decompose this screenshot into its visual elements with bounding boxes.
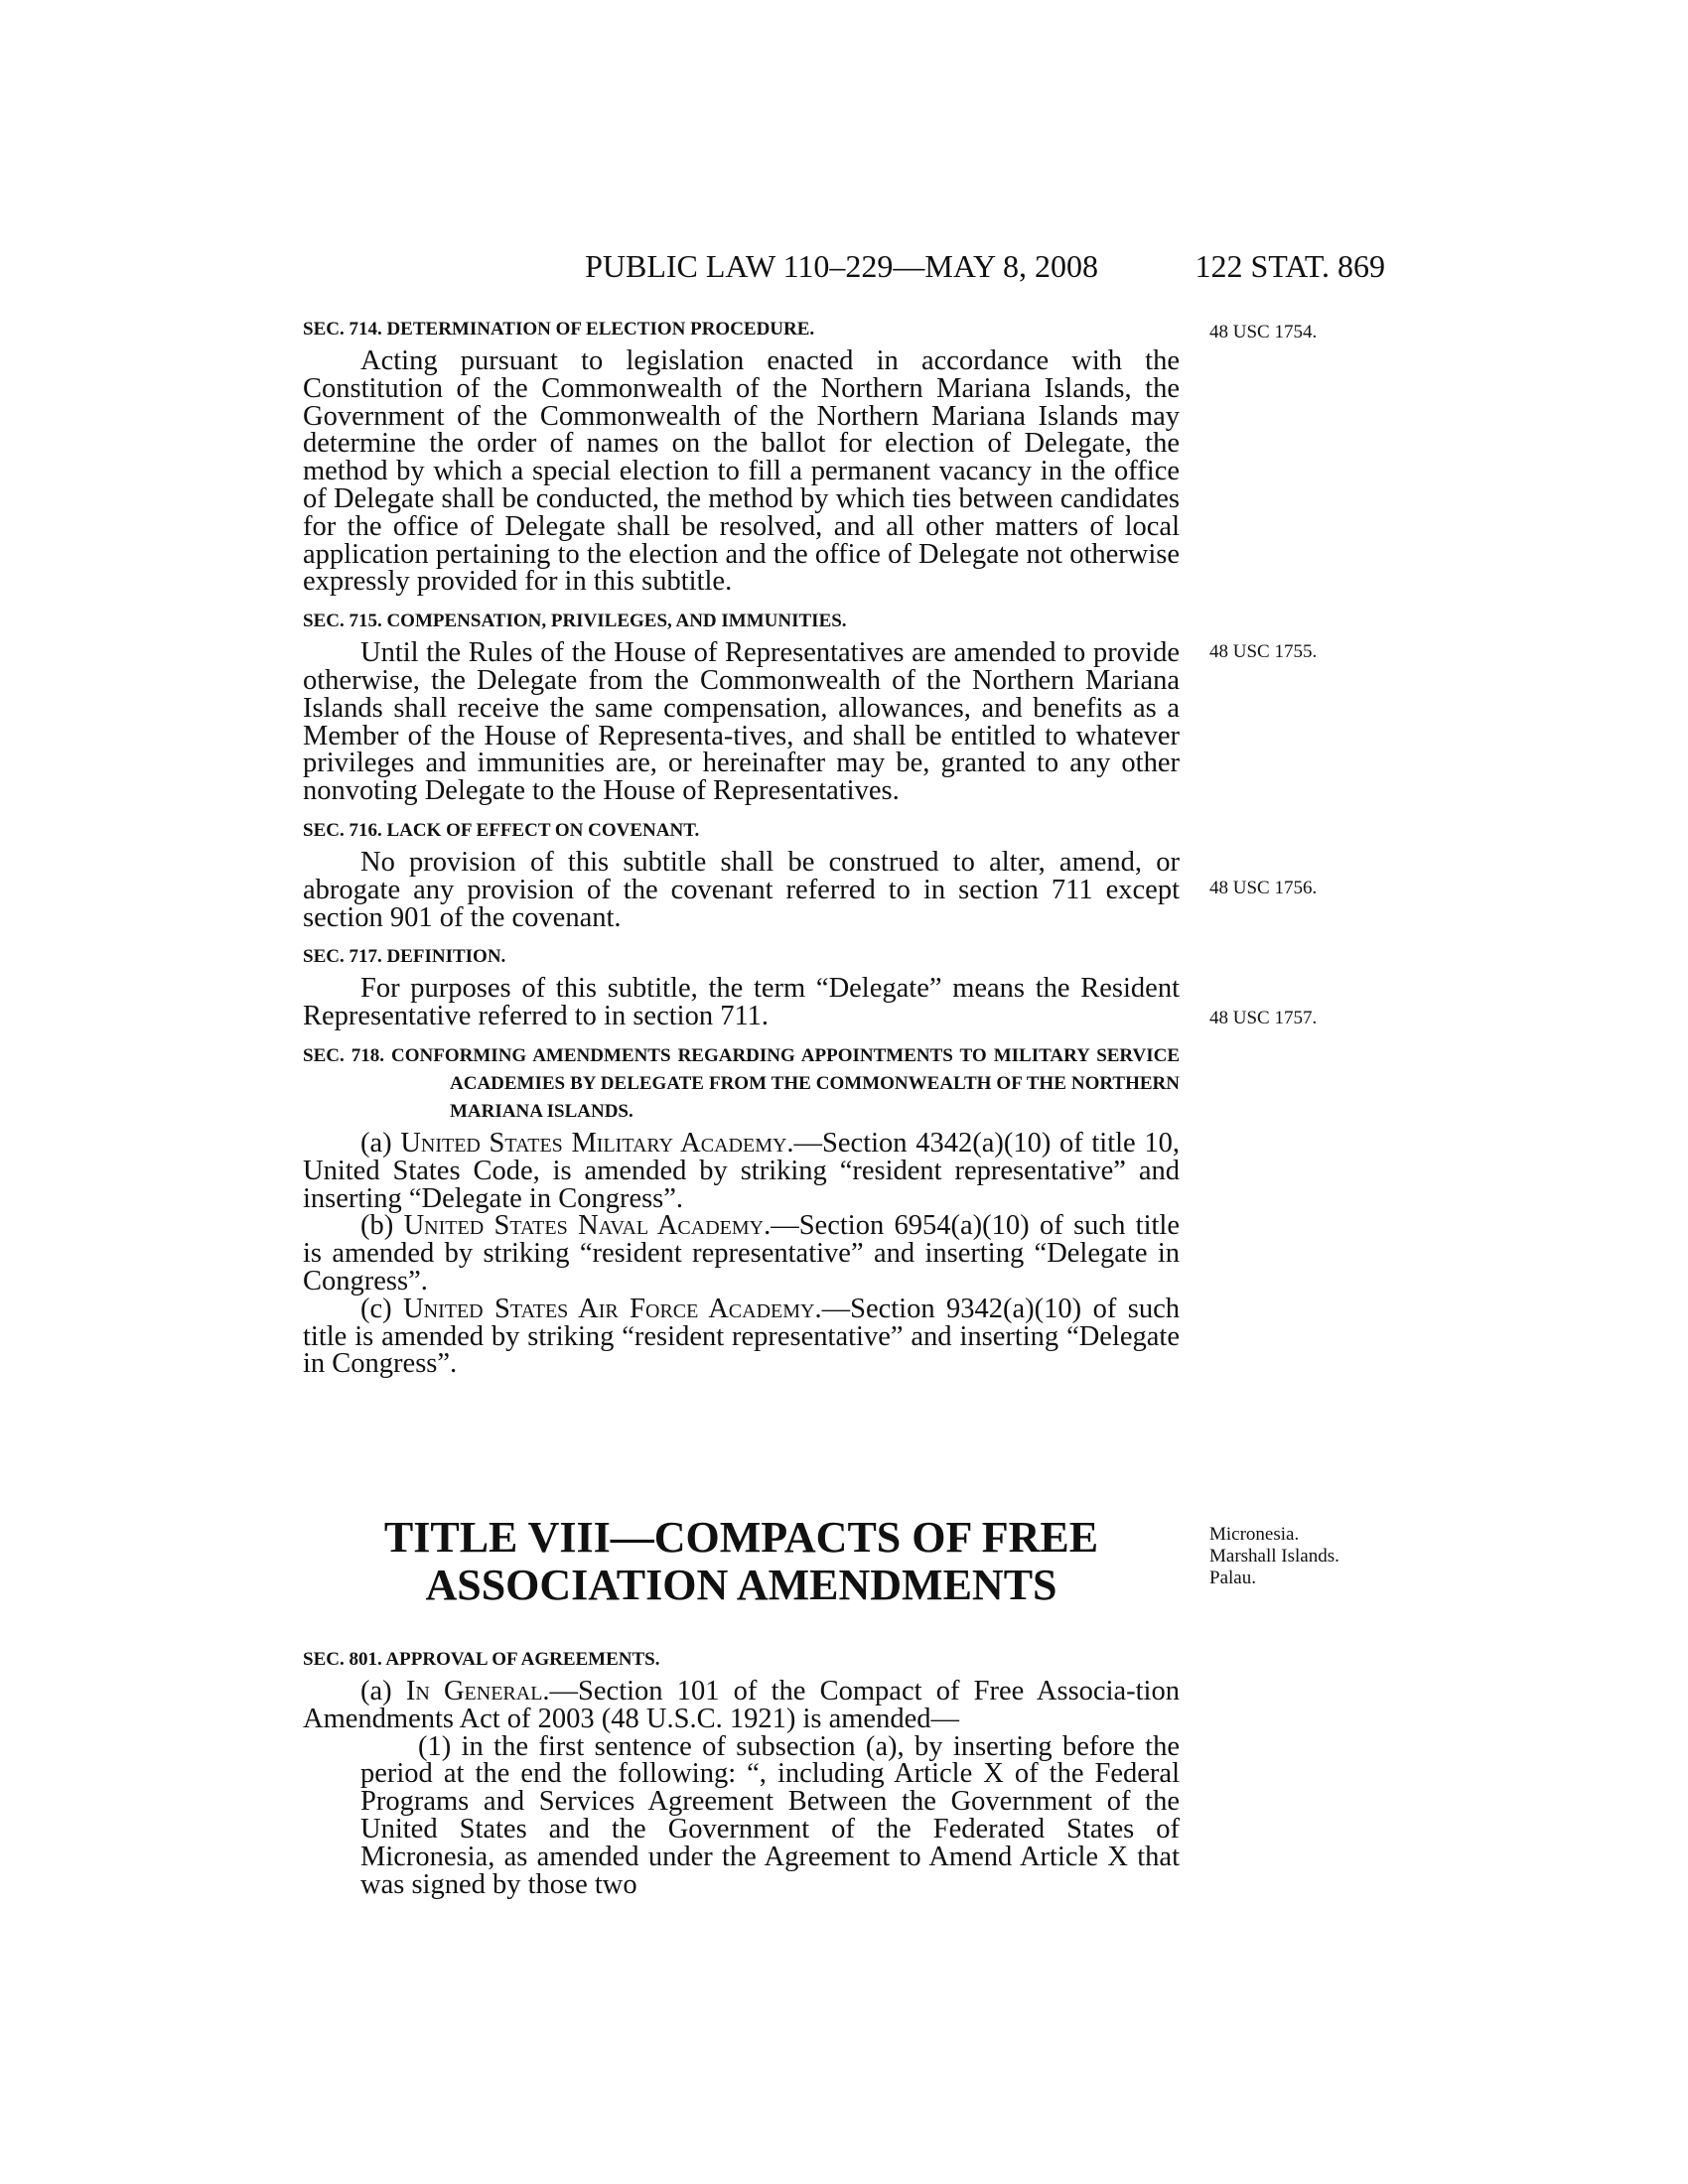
section-717-heading: SEC. 717. DEFINITION.: [303, 946, 506, 968]
section-718-paragraph-c: (c) United States Air Force Academy.—Section 9342(a)(10) of such title is amended by striking “resident representative” and inserting “Delegate in Congress”.: [303, 1293, 1180, 1380]
section-716-text: No provision of this subtitle shall be construed to alter, amend, or abrogate any provision of the covenant referred to in section 711 except section 901 of the covenant.: [303, 846, 1180, 933]
section-715-text: Until the Rules of the House of Representatives are amended to provide otherwise, the Delegate from the Commonwealth of the Northern Mariana Islands shall receive the same compensation, allowances, and benefits as a Member of the House of Representa-tives, and shall be entitled to whatever privileges and immunities are, or hereinafter may be, granted to any other nonvoting Delegate to the House of Representatives.: [303, 637, 1180, 807]
margin-note-title: [1209, 1524, 1339, 1589]
margin-note-716: 48 USC 1756.: [1209, 878, 1318, 898]
section-714-heading: SEC. 714. DETERMINATION OF ELECTION PROCEDURE.: [303, 319, 815, 340]
section-715-heading: SEC. 715. COMPENSATION, PRIVILEGES, AND IMMUNITIES.: [303, 611, 847, 632]
margin-note-palau: Palau.: [1209, 1568, 1256, 1588]
running-header: [298, 248, 1385, 288]
section-717-text: For purposes of this subtitle, the term “Delegate” means the Resident Representative referred to in section 711.: [303, 973, 1180, 1032]
section-714-text: Acting pursuant to legislation enacted in accordance with the Constitution of the Commonwealth of the Northern Mariana Islands, the Government of the Commonwealth of the Northern Mariana Islands may determine the order of names on the ballot for election of Delegate, the method by which a special election to fill a permanent vacancy in the office of Delegate shall be conducted, the method by which ties between candidates for the office of Delegate shall be resolved, and all other matters of local application pertaining to the election and the office of Delegate not otherwise expressly provided for in this subtitle.: [303, 345, 1180, 598]
section-801-paragraph-a: (a) In General.—Section 101 of the Compact of Free Associa-tion Amendments Act of 2003 (48 U.S.C. 1921) is amended—: [303, 1676, 1180, 1734]
section-801-heading: SEC. 801. APPROVAL OF AGREEMENTS.: [303, 1649, 660, 1670]
margin-note-714: 48 USC 1754.: [1209, 322, 1318, 342]
header-stat-page: 122 STAT. 869: [1195, 248, 1385, 284]
margin-note-717: 48 USC 1757.: [1209, 1008, 1318, 1028]
section-718-paragraph-a: (a) United States Military Academy.—Section 4342(a)(10) of title 10, United States Code, is amended by striking “resident representative” and inserting “Delegate in Congress”.: [303, 1127, 1180, 1214]
section-801-item-1: (1) in the first sentence of subsection (a), by inserting before the period at the end the following: “, including Article X of the Federal Programs and Services Agreement Between the Government of the United States and the Government of the Federated States of Micronesia, as amended under the Agreement to Amend Article X that was signed by those two: [360, 1730, 1180, 1900]
title-viii-heading: [303, 1514, 1180, 1609]
title-line-1: TITLE VIII—COMPACTS OF FREE: [383, 1513, 1099, 1562]
header-public-law: PUBLIC LAW 110–229—MAY 8, 2008: [585, 248, 1098, 284]
margin-note-micronesia: Micronesia.: [1209, 1524, 1300, 1545]
section-716-heading: SEC. 716. LACK OF EFFECT ON COVENANT.: [303, 819, 700, 841]
main-text-column: [303, 316, 1180, 1378]
margin-note-715: 48 USC 1755.: [1209, 641, 1318, 662]
section-718-paragraph-b: (b) United States Naval Academy.—Section 6954(a)(10) of such title is amended by striking “resident representative” and inserting “Delegate in Congress”.: [303, 1210, 1180, 1297]
title-line-2: ASSOCIATION AMENDMENTS: [425, 1561, 1057, 1609]
section-718-heading: SEC. 718. CONFORMING AMENDMENTS REGARDING APPOINTMENTS TO MILITARY SERVICE ACADEMIES BY DELEGATE FROM THE COMMONWEALTH OF THE NORTHERN MARIANA ISLANDS.: [303, 1044, 1180, 1122]
main-text-column-2: [303, 1646, 1180, 1898]
margin-note-marshall-islands: Marshall Islands.: [1209, 1546, 1339, 1567]
